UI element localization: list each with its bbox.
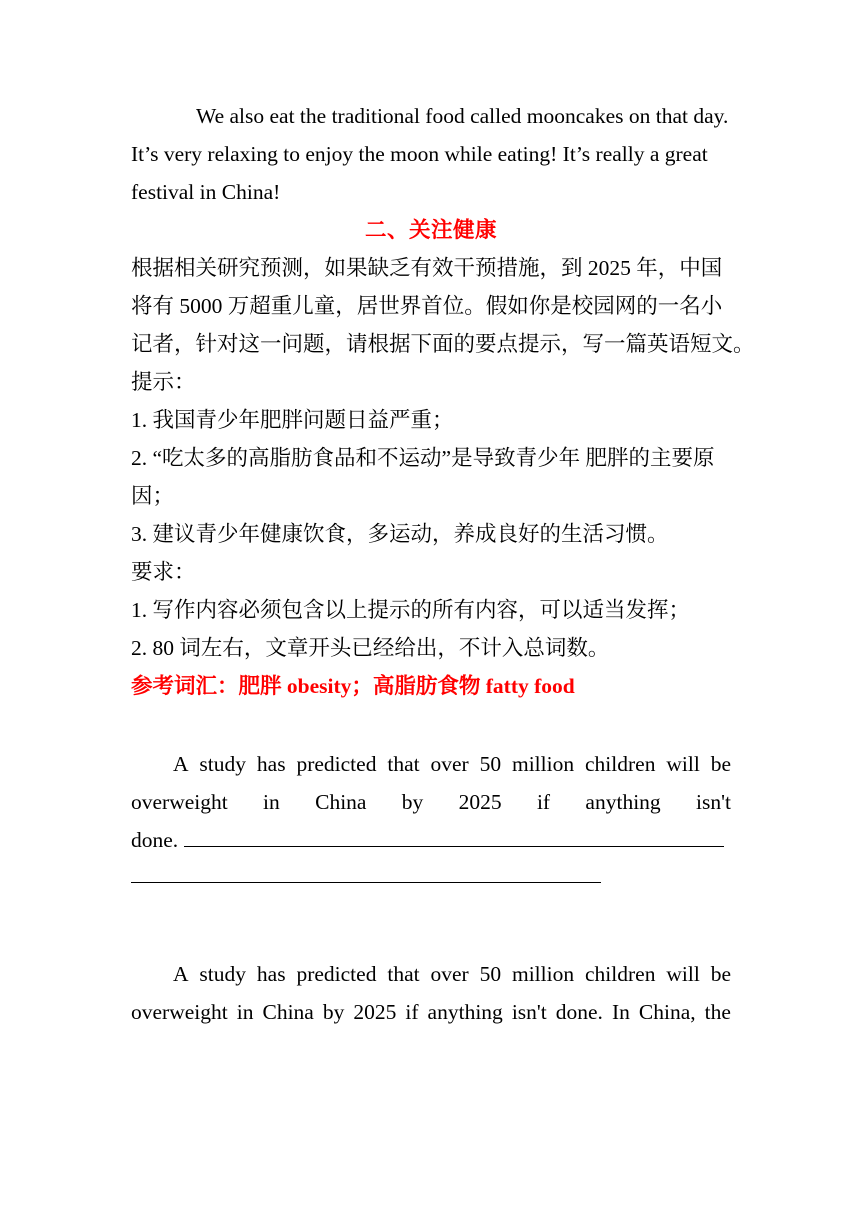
word: has — [256, 962, 286, 986]
word: isn't — [511, 1000, 547, 1024]
word: be — [710, 962, 731, 986]
essay-start-done: done. — [131, 828, 179, 852]
festival-line-2: It’s very relaxing to enjoy the moon while eating! It’s really a great — [131, 142, 708, 166]
hint-2-cont: 因； — [131, 484, 175, 508]
word: study — [199, 752, 247, 776]
word: the — [704, 1000, 731, 1024]
hint-3: 3. 建议青少年健康饮食，多运动，养成良好的生活习惯。 — [131, 522, 669, 546]
hint-2: 2. “吃太多的高脂肪食品和不运动”是导致青少年 肥胖的主要原 — [131, 446, 715, 470]
requirements-label: 要求： — [131, 560, 196, 584]
word: over — [430, 752, 469, 776]
word: million — [511, 962, 575, 986]
word: by — [401, 790, 424, 814]
word: if — [405, 1000, 419, 1024]
word: overweight — [131, 790, 228, 814]
prompt-line-3: 记者，针对这一问题，请根据下面的要点提示，写一篇英语短文。 — [131, 332, 755, 356]
essay-start-line-3 — [131, 821, 731, 859]
answer-line-2 — [131, 993, 731, 1031]
word: be — [710, 752, 731, 776]
word: will — [666, 752, 700, 776]
word: China, — [638, 1000, 696, 1024]
word: million — [511, 752, 575, 776]
answer-line-1 — [131, 955, 731, 993]
vocabulary-hint: 参考词汇：肥胖 obesity；高脂肪食物 fatty food — [131, 674, 575, 698]
word: that — [387, 962, 420, 986]
essay-start-line-2 — [131, 783, 731, 821]
word: 2025 — [353, 1000, 397, 1024]
word: in — [236, 1000, 254, 1024]
word: A — [173, 752, 189, 776]
word: in — [263, 790, 280, 814]
word: China — [315, 790, 367, 814]
word: over — [430, 962, 469, 986]
spacer — [131, 705, 731, 745]
word: 50 — [479, 752, 502, 776]
essay-start-line-1 — [131, 745, 731, 783]
document-page — [131, 97, 755, 1031]
section-title: 二、关注健康 — [364, 218, 497, 242]
word: will — [666, 962, 700, 986]
word: isn't — [696, 790, 731, 814]
festival-line-3: festival in China! — [131, 180, 281, 204]
word: anything — [585, 790, 661, 814]
word: children — [585, 752, 656, 776]
word: children — [585, 962, 656, 986]
word: by — [322, 1000, 345, 1024]
word: In — [611, 1000, 630, 1024]
word: China — [262, 1000, 314, 1024]
word: predicted — [296, 962, 377, 986]
requirement-1: 1. 写作内容必须包含以上提示的所有内容，可以适当发挥； — [131, 598, 691, 622]
word: 2025 — [458, 790, 502, 814]
prompt-line-2: 将有 5000 万超重儿童，居世界首位。假如你是校园网的一名小 — [131, 294, 723, 318]
hints-label: 提示： — [131, 370, 196, 394]
spacer — [131, 883, 731, 955]
prompt-line-1: 根据相关研究预测，如果缺乏有效干预措施，到 2025 年，中国 — [131, 256, 723, 280]
word: if — [536, 790, 551, 814]
word: anything — [427, 1000, 503, 1024]
festival-line-1: We also eat the traditional food called mooncakes on that day. — [196, 104, 729, 128]
requirement-2: 2. 80 词左右，文章开头已经给出，不计入总词数。 — [131, 636, 610, 660]
hint-1: 1. 我国青少年肥胖问题日益严重； — [131, 408, 454, 432]
word: that — [387, 752, 420, 776]
word: study — [199, 962, 247, 986]
word: has — [256, 752, 286, 776]
word: overweight — [131, 1000, 228, 1024]
word: A — [173, 962, 189, 986]
word: done. — [555, 1000, 603, 1024]
word: 50 — [479, 962, 502, 986]
answer-blank-line[interactable] — [184, 822, 724, 847]
word: predicted — [296, 752, 377, 776]
